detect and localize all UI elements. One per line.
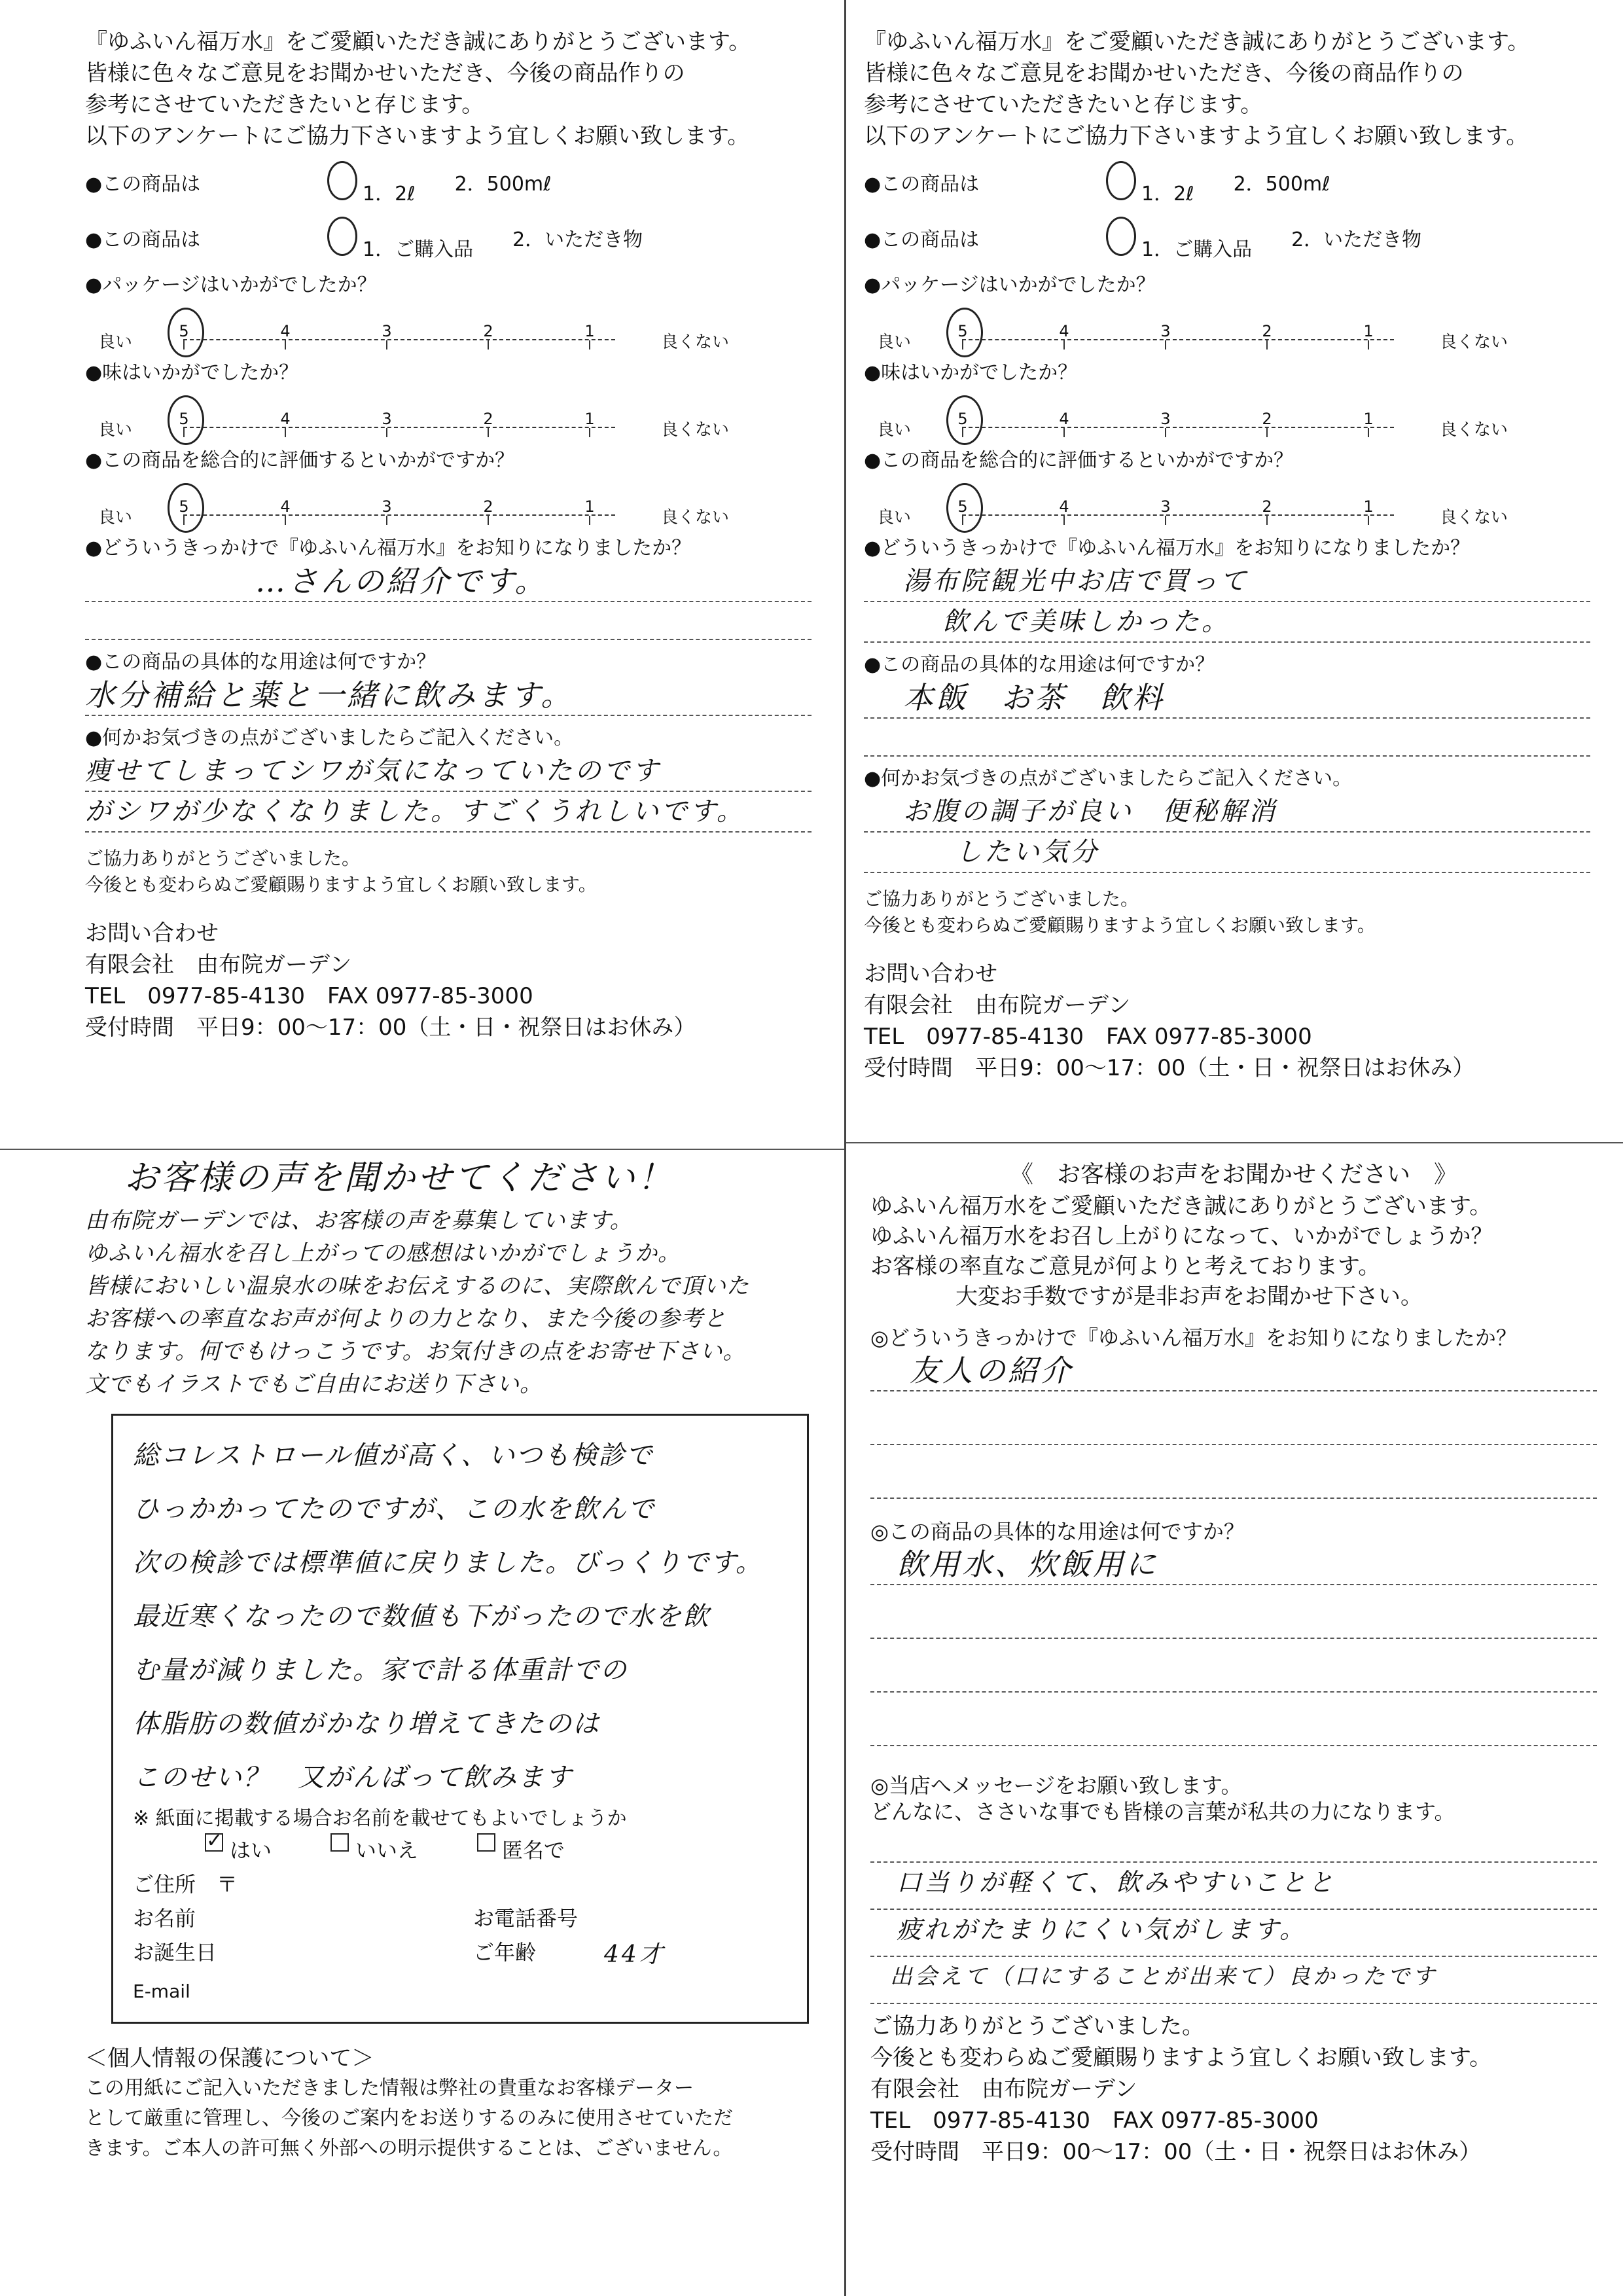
selected-rating-mark [946,395,983,445]
comments-question: ●何かお気づきの点がございましたらご記入ください。 [864,767,1353,790]
horizontal-divider-left [0,1149,844,1150]
age-field[interactable]: ご年齢 [473,1940,537,1965]
how-answer[interactable]: …さんの紹介です。 [85,562,812,602]
message-answer-line-2[interactable]: 疲れがたまりにくい気がします。 [870,1910,1597,1957]
option-gift[interactable]: 2．いただき物 [1291,228,1422,251]
selected-rating-mark [168,308,204,357]
overall-rating-scale[interactable]: 良い 5 4 3 2 1 良くない [98,474,812,526]
overall-rating-scale[interactable]: 良い 5 4 3 2 1 良くない [877,474,1590,526]
usage-answer[interactable]: 本飯 お茶 飲料 [864,678,1590,719]
overall-question: ●この商品を総合的に評価するといかがですか？ [864,449,1294,472]
taste-question: ●味はいかがでしたか？ [864,361,1078,384]
card-heading: お客様の声を聞かせてください！ [124,1158,675,1198]
horizontal-divider-right [846,1142,1623,1143]
survey-form-1 [85,26,812,1126]
card-footer: ご協力ありがとうございました。 今後とも変わらぬご愛顧賜りますよう宜しくお願い致します。 有限会社 由布院ガーデン TEL 0977-85-4130 FAX 0977-85-3000 受付時間 平日9：00～17：00（土・日・祝祭日はお休み） [870,2013,1492,2165]
comments-answer-line-1[interactable]: お腹の調子が良い 便秘解消 [864,792,1590,833]
option-bought[interactable]: 1．ご購入品 [1106,217,1252,263]
selected-rating-mark [168,483,204,533]
option-bought[interactable]: 1．ご購入品 [327,217,473,263]
customer-voice-card [870,1158,1597,2284]
message-answer-line-3[interactable]: 出会えて（口にすることが出来て）良かったです [870,1957,1597,2004]
contact-info: お問い合わせ 有限会社 由布院ガーデン TEL 0977-85-4130 FAX 0977-85-3000 受付時間 平日9：00～17：00（土・日・祝祭日はお休み） [864,961,1475,1081]
publish-question: ※ 紙面に掲載する場合お名前を載せてもよいでしょうか [133,1807,627,1830]
email-field[interactable]: E-mail [133,1981,190,2002]
anonymous-checkbox[interactable] [477,1833,495,1852]
how-question: ◎どういうきっかけで『ゆふいん福万水』をお知りになりましたか？ [870,1325,1517,1350]
comments-answer-line-2[interactable]: したい気分 [864,833,1590,873]
comments-answer-line-2[interactable]: がシワが少なくなりました。すごくうれしいです。 [85,792,812,833]
package-question: ●パッケージはいかがでしたか？ [85,274,377,296]
how-answer-line-1[interactable]: 湯布院観光中お店で買って [864,562,1590,602]
survey-intro: 『ゆふいん福万水』をご愛顧いただき誠にありがとうございます。 皆様に色々なご意見をお聞かせいただき、今後の商品作りの 参考にさせていただきたいと存じます。 以下のアンケートにご協力下さいますよう宜しくお願い致します。 [85,29,751,149]
circle-mark [1106,217,1136,256]
thanks-text: ご協力ありがとうございました。 今後とも変わらぬご愛顧賜りますよう宜しくお願い致します。 [85,848,597,895]
card-body: 由布院ガーデンでは、お客様の声を募集しています。 ゆふいん福水を召し上がっての感想はいかがでしょうか。 皆様においしい温泉水の味をお伝えするのに、実際飲んで頂いた お客様への率直なお声が何よりの力となり、また今後の参考と なります。何でもけっこうです。お気付きの点をお寄せ下さい。 文でもイラストでもご自由にお送り下さい。 [85,1208,749,1397]
option-2l[interactable]: 1．2ℓ [1106,161,1194,207]
survey-form-2 [864,26,1590,1126]
how-answer-line-2[interactable]: 飲んで美味しかった。 [864,602,1590,643]
purchase-type-question: ●この商品は 1．ご購入品 2．いただき物 [864,217,1590,263]
circle-mark [1106,161,1136,200]
how-question: ●どういうきっかけで『ゆふいん福万水』をお知りになりましたか？ [85,537,692,560]
selected-rating-mark [168,395,204,445]
purchase-type-question: ●この商品は 1．ご購入品 2．いただき物 [85,217,812,263]
option-gift[interactable]: 2．いただき物 [512,228,643,251]
usage-answer[interactable]: 水分補給と薬と一緒に飲みます。 [85,675,812,716]
comment-box[interactable] [111,1414,809,2024]
how-answer[interactable]: 友人の紹介 [870,1351,1597,1391]
card-intro: ゆふいん福万水をご愛顧いただき誠にありがとうございます。 ゆふいん福万水をお召し上がりになって、いかがでしょうか？ お客様の率直なご意見が何よりと考えております。 大変お手数ですが是非お声をお聞かせ下さい。 [870,1193,1493,1310]
selected-rating-mark [946,483,983,533]
privacy-notice: ＜個人情報の保護について＞ この用紙にご記入いただきました情報は弊社の貴重なお客様データー として厳重に管理し、今後のご案内をお送りするのみに使用させていただ きます。ご本人の許可無く外部への明示提供することは、ございません。 [85,2045,733,2160]
taste-rating-scale[interactable]: 良い 5 4 3 2 1 良くない [98,386,812,439]
usage-question: ●この商品の具体的な用途は何ですか？ [85,651,437,673]
package-rating-scale[interactable]: 良い 5 4 3 2 1 良くない [98,298,812,351]
birthday-field[interactable]: お誕生日 [133,1940,217,1965]
name-field[interactable]: お名前 [133,1906,196,1931]
comments-question: ●何かお気づきの点がございましたらご記入ください。 [85,726,574,749]
age-value: 44才 [604,1941,666,1968]
phone-field[interactable]: お電話番号 [473,1906,579,1931]
product-size-question: ●この商品は 1．2ℓ 2．500mℓ [85,161,812,207]
comments-answer-line-1[interactable]: 痩せてしまってシワが気になっていたのです [85,751,812,792]
option-500ml[interactable]: 2．500mℓ [1233,172,1330,196]
option-500ml[interactable]: 2．500mℓ [454,172,552,196]
comment-answer: 総コレストロール値が高く、いつも検診で ひっかかってたのですが、この水を飲んで 次の検診では標準値に戻りました。びっくりです。 最近寒くなったので数値も下がったので水を飲 む量が減りました。家で計る体重計での 体脂肪の数値がかなり増えてきたのは このせい？ 又がんばって飲みます [133,1441,763,1793]
circle-mark [327,217,357,256]
survey-intro: 『ゆふいん福万水』をご愛顧いただき誠にありがとうございます。 皆様に色々なご意見をお聞かせいただき、今後の商品作りの 参考にさせていただきたいと存じます。 以下のアンケートにご協力下さいますよう宜しくお願い致します。 [864,29,1530,149]
usage-question: ●この商品の具体的な用途は何ですか？ [864,653,1215,676]
package-rating-scale[interactable]: 良い 5 4 3 2 1 良くない [877,298,1590,351]
package-question: ●パッケージはいかがでしたか？ [864,274,1156,296]
no-checkbox[interactable] [330,1833,349,1852]
overall-question: ●この商品を総合的に評価するといかがですか？ [85,449,515,472]
selected-rating-mark [946,308,983,357]
how-question: ●どういうきっかけで『ゆふいん福万水』をお知りになりましたか？ [864,537,1471,560]
address-field[interactable]: ご住所 〒 [133,1872,238,1897]
taste-question: ●味はいかがでしたか？ [85,361,299,384]
circle-mark [327,161,357,200]
contact-info: お問い合わせ 有限会社 由布院ガーデン TEL 0977-85-4130 FAX 0977-85-3000 受付時間 平日9：00～17：00（土・日・祝祭日はお休み） [85,920,696,1041]
usage-answer[interactable]: 飲用水、炊飯用に [870,1545,1597,1585]
usage-question: ◎この商品の具体的な用途は何ですか？ [870,1519,1245,1544]
handwritten-voice-card [85,1158,851,2284]
product-size-question: ●この商品は 1．2ℓ 2．500mℓ [864,161,1590,207]
message-answer-line-1[interactable]: 口当りが軽くて、飲みやすいことと [870,1863,1597,1910]
thanks-text: ご協力ありがとうございました。 今後とも変わらぬご愛顧賜りますよう宜しくお願い致します。 [864,888,1376,936]
publish-options: ✓ はい いいえ 匿名で [133,1833,787,1867]
option-2l[interactable]: 1．2ℓ [327,161,416,207]
yes-checkbox[interactable] [205,1833,223,1852]
message-question: ◎当店へメッセージをお願い致します。 どんなに、ささいな事でも皆様の言葉が私共の力になります。 [870,1773,1455,1824]
card-heading: 《 お客様のお声をお聞かせください 》 [1009,1161,1457,1188]
taste-rating-scale[interactable]: 良い 5 4 3 2 1 良くない [877,386,1590,439]
